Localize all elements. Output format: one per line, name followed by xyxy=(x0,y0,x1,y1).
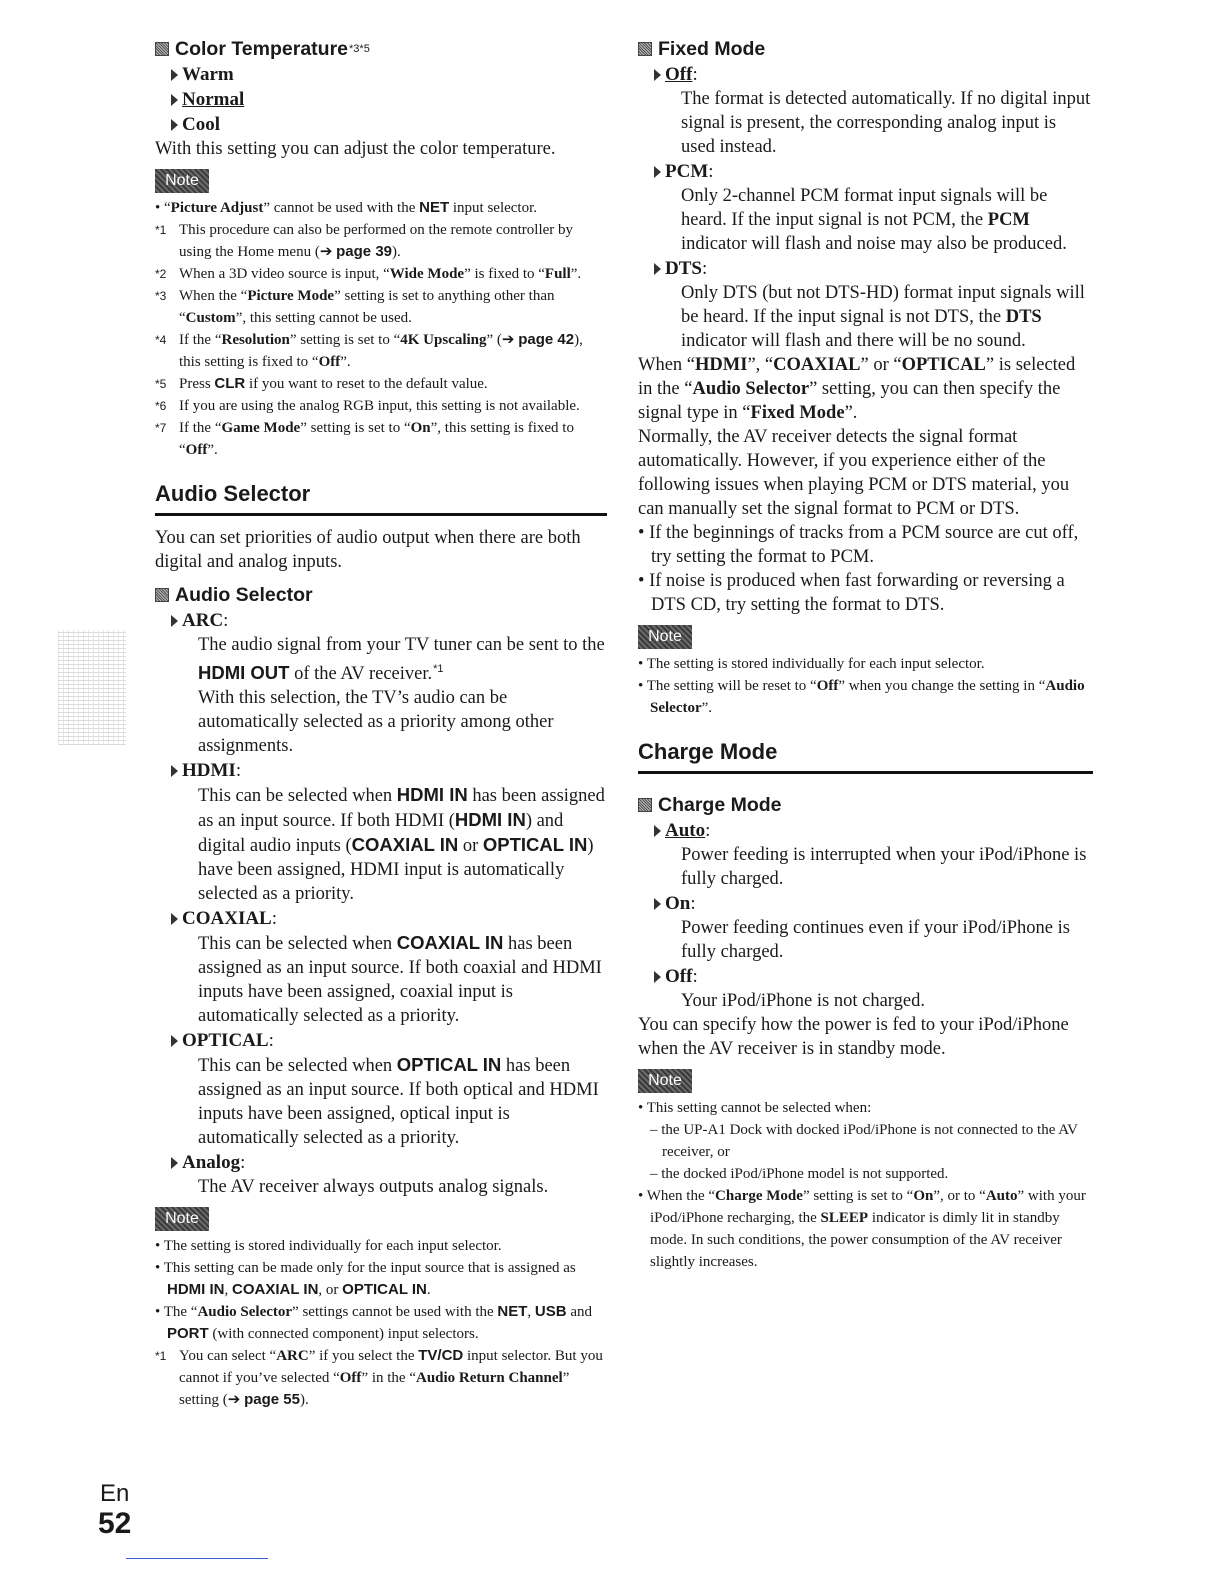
triangle-icon xyxy=(654,263,661,275)
coaxial-desc: This can be selected when COAXIAL IN has been assigned as an input source. If both coaxial and HDMI inputs have been assigned, coaxial input is automatically selected as a priority. xyxy=(198,932,602,1027)
triangle-icon xyxy=(171,119,178,131)
triangle-icon xyxy=(171,1157,178,1169)
arrow-icon: ➔ xyxy=(501,332,515,348)
note-item: • The “Audio Selector” settings cannot be used with the NET, USB and PORT (with connected component) input selectors. xyxy=(155,1303,593,1343)
left-column xyxy=(155,36,607,1411)
triangle-icon xyxy=(654,898,661,910)
option-optical: OPTICAL : xyxy=(171,1028,607,1053)
fixed-mode-subheading: Fixed Mode xyxy=(638,36,1093,62)
note-badge: Note xyxy=(638,1069,692,1093)
option-coaxial: COAXIAL : xyxy=(171,906,607,931)
footnote-1: *1 This procedure can also be performed on the remote controller by using the Home menu (➔ page 39). xyxy=(155,222,574,260)
option-normal: Normal xyxy=(171,87,607,112)
fixed-mode-para-2: Normally, the AV receiver detects the signal format automatically. However, if you experience either of the following issues when playing PCM or DTS material, you can manually set the signal format to PCM or DTS. xyxy=(638,427,1070,519)
footnote-4: *4 If the “Resolution” setting is set to “4K Upscaling” (➔ page 42), this setting is fixed to “Off”. xyxy=(155,331,583,370)
note-item: • This setting can be made only for the input source that is assigned as HDMI IN, COAXIAL IN, or OPTICAL IN. xyxy=(155,1260,576,1299)
scan-artifact xyxy=(58,630,126,745)
charge-mode-heading: Charge Mode xyxy=(638,737,1093,774)
note-dash-item: – the docked iPod/iPhone model is not supported. xyxy=(650,1166,949,1182)
option-hdmi: HDMI : xyxy=(171,758,607,783)
audio-selector-heading: Audio Selector xyxy=(155,479,607,516)
footnote-1: *1 You can select “ARC” if you select the TV/CD input selector. But you cannot if you’ve selected “Off” in the “Audio Return Channel” setting (➔ page 55). xyxy=(155,1347,603,1409)
triangle-icon xyxy=(171,1035,178,1047)
arc-desc: The audio signal from your TV tuner can be sent to the HDMI OUT of the AV receiver.$^{*1}$ With this selection, the TV’s audio can be automatically selected as a priority among other assignments. xyxy=(198,635,605,757)
right-column xyxy=(638,36,1093,1273)
arrow-icon: ➔ xyxy=(227,1392,241,1409)
fixed-mode-bullet: • If the beginnings of tracks from a PCM source are cut off, try setting the format to PCM. xyxy=(638,523,1079,567)
fixed-mode-bullet: • If noise is produced when fast forwarding or reversing a DTS CD, try setting the format to DTS. xyxy=(638,571,1065,615)
square-bullet-icon xyxy=(155,42,169,56)
auto-desc: Power feeding is interrupted when your iPod/iPhone is fully charged. xyxy=(681,845,1087,889)
option-cool: Cool xyxy=(171,112,607,137)
option-arc: ARC : xyxy=(171,608,607,633)
optical-desc: This can be selected when OPTICAL IN has been assigned as an input source. If both optical and HDMI inputs have been assigned, optical input is automatically selected as a priority. xyxy=(198,1054,599,1149)
triangle-icon xyxy=(171,94,178,106)
option-pcm: PCM : xyxy=(654,159,1093,184)
note-item: • The setting is stored individually for each input selector. xyxy=(638,656,985,672)
square-bullet-icon xyxy=(638,42,652,56)
option-off: Off : xyxy=(654,964,1093,989)
page-language: En xyxy=(100,1480,130,1507)
triangle-icon xyxy=(654,971,661,983)
audio-selector-intro: You can set priorities of audio output when there are both digital and analog inputs. xyxy=(155,528,581,572)
option-warm: Warm xyxy=(171,62,607,87)
triangle-icon xyxy=(654,166,661,178)
color-temperature-subheading: Color Temperature *3*5 xyxy=(155,36,607,62)
off-desc: The format is detected automatically. If no digital input signal is present, the corresponding analog input is used instead. xyxy=(681,89,1091,157)
option-dts: DTS : xyxy=(654,256,1093,281)
square-bullet-icon xyxy=(638,798,652,812)
charge-mode-subheading: Charge Mode xyxy=(638,792,1093,818)
footnote-6: *6 If you are using the analog RGB input, this setting is not available. xyxy=(155,398,580,414)
analog-desc: The AV receiver always outputs analog signals. xyxy=(198,1177,549,1198)
hdmi-desc: This can be selected when HDMI IN has been assigned as an input source. If both HDMI (HDMI IN) and digital audio inputs (COAXIAL IN or OPTICAL IN) have been assigned, HDMI input is automatically selected as a priority. xyxy=(198,784,605,905)
pcm-desc: Only 2-channel PCM format input signals will be heard. If the input signal is not PCM, the PCM indicator will flash and noise may also be produced. xyxy=(681,186,1067,254)
footnote-3: *3 When the “Picture Mode” setting is set to anything other than “Custom”, this setting cannot be used. xyxy=(155,288,555,326)
fixed-mode-para-1: When “HDMI”, “COAXIAL” or “OPTICAL” is selected in the “Audio Selector” setting, you can then specify the signal type in “Fixed Mode”. xyxy=(638,355,1076,423)
triangle-icon xyxy=(171,913,178,925)
note-badge: Note xyxy=(638,625,692,649)
page-number: 52 xyxy=(98,1507,132,1540)
note-item: • This setting cannot be selected when: xyxy=(638,1100,872,1116)
note-badge: Note xyxy=(155,169,209,193)
triangle-icon xyxy=(654,825,661,837)
arrow-icon: ➔ xyxy=(319,244,333,260)
note-badge: Note xyxy=(155,1207,209,1231)
note-item: • When the “Charge Mode” setting is set to “On”, or to “Auto” with your iPod/iPhone recharging, the SLEEP indicator is dimly lit in standby mode. In such conditions, the power consumption of the AV receiver slightly increases. xyxy=(638,1188,1086,1270)
option-off: Off : xyxy=(654,62,1093,87)
off-desc: Your iPod/iPhone is not charged. xyxy=(681,991,925,1011)
footnote-7: *7 If the “Game Mode” setting is set to “On”, this setting is fixed to “Off”. xyxy=(155,420,574,458)
audio-selector-subheading: Audio Selector xyxy=(155,582,607,608)
note-item: • The setting is stored individually for each input selector. xyxy=(155,1238,502,1255)
dts-desc: Only DTS (but not DTS-HD) format input signals will be heard. If the input signal is not DTS, the DTS indicator will flash and there will be no sound. xyxy=(681,283,1085,351)
triangle-icon xyxy=(171,69,178,81)
option-auto: Auto : xyxy=(654,818,1093,843)
triangle-icon xyxy=(171,765,178,777)
square-bullet-icon xyxy=(155,588,169,602)
option-analog: Analog : xyxy=(171,1150,607,1175)
color-temperature-desc: With this setting you can adjust the color temperature. xyxy=(155,139,556,159)
note-item: • The setting will be reset to “Off” when you change the setting in “Audio Selector”. xyxy=(638,678,1085,716)
on-desc: Power feeding continues even if your iPod/iPhone is fully charged. xyxy=(681,918,1070,962)
charge-mode-para: You can specify how the power is fed to your iPod/iPhone when the AV receiver is in standby mode. xyxy=(638,1015,1069,1059)
footnote-2: *2 When a 3D video source is input, “Wide Mode” is fixed to “Full”. xyxy=(155,266,582,282)
triangle-icon xyxy=(654,69,661,81)
footnote-5: *5 Press CLR if you want to reset to the default value. xyxy=(155,375,488,392)
note-item: • “Picture Adjust” cannot be used with the NET input selector. xyxy=(155,199,538,216)
option-on: On : xyxy=(654,891,1093,916)
triangle-icon xyxy=(171,615,178,627)
footer-rule xyxy=(126,1558,268,1559)
note-dash-item: – the UP-A1 Dock with docked iPod/iPhone is not connected to the AV receiver, or xyxy=(650,1122,1078,1160)
